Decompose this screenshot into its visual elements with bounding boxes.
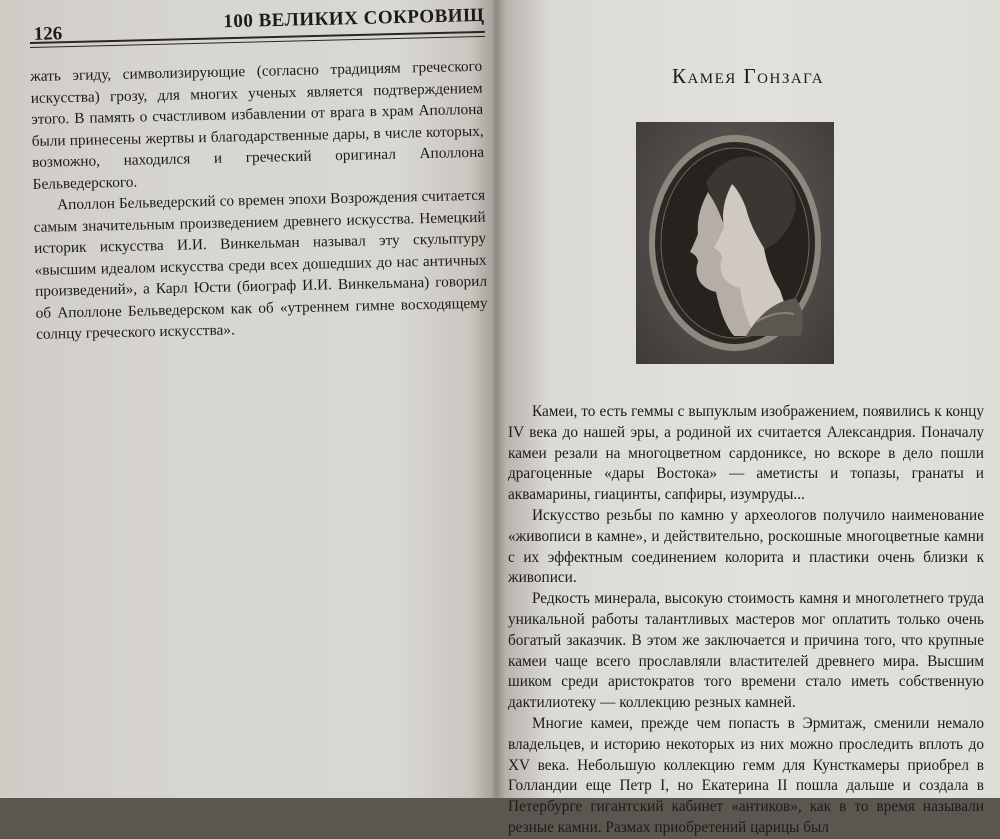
left-page — [0, 0, 492, 798]
cameo-image — [636, 122, 834, 364]
book-title: 100 ВЕЛИКИХ СОКРОВИЩ — [223, 4, 485, 33]
cameo-photo — [636, 122, 834, 364]
paragraph: Аполлон Бельведерский со времен эпохи Возрождения считается самым значительным произведением древнего искусства. Немецкий историк искусства И.И. Винкельман называл эту скульптуру «высшим идеалом искусства среди всех дошедших до нас античных произведений», а Карл Юсти (биограф И.И. Винкельмана) говорил об Аполлоне Бельведерском как об «утреннем гимне восходящему солнцу греческого искусства». — [33, 186, 488, 343]
paragraph: жать эгиду, символизирующие (согласно традициям греческого искусства) грозу, для многих ученых является подтверждением этого. В память о счастливом избавлении от врага в храм Аполлона были принесены жертвы и благодарственные дары, в числе которых, возможно, находился и греческий оригинал Аполлона Бельведерского. — [30, 57, 485, 193]
left-body-text — [30, 56, 488, 346]
page-number: 126 — [33, 23, 63, 45]
header-rule — [30, 36, 485, 48]
paragraph: Искусство резьбы по камню у археологов получило наименование «живописи в камне», и действительно, роскошные многоцветные камни с их эффектным соединением колорита и пластики очень близки к живописи. — [508, 506, 984, 587]
paragraph: Камеи, то есть геммы с выпуклым изображением, появились к концу IV века до нашей эры, а родиной их считается Александрия. Поначалу камеи резали на многоцветном сардониксе, но вскоре в дело пошли драгоценные «дары Востока» — аметисты и топазы, гранаты и аквамарины, гиацинты, сапфиры, изумруды... — [508, 403, 984, 504]
right-body-text — [508, 402, 984, 839]
chapter-title: Камея Гонзага — [671, 64, 825, 88]
paragraph: Редкость минерала, высокую стоимость камня и многолетнего труда уникальной работы талантливых мастеров мог оплатить только очень богатый заказчик. В этом же заключается и причина того, что крупные камеи чаще всего прославляли властителей древнего мира. Высшим шиком среди аристократов того времени стало иметь собственную дактилиотеку — коллекцию резных камней. — [508, 590, 984, 712]
paragraph: Многие камеи, прежде чем попасть в Эрмитаж, сменили немало владельцев, и историю некоторых из них можно проследить вплоть до XV века. Небольшую коллекцию гемм для Кунсткамеры приобрел в Голландии еще Петр I, но Екатерина II пошла дальше и создала в Петербурге гигантский кабинет «антиков», как в то время называли резные камни. Размах приобретений царицы был — [508, 714, 984, 836]
right-page — [498, 0, 1000, 836]
running-head — [29, 1, 485, 44]
